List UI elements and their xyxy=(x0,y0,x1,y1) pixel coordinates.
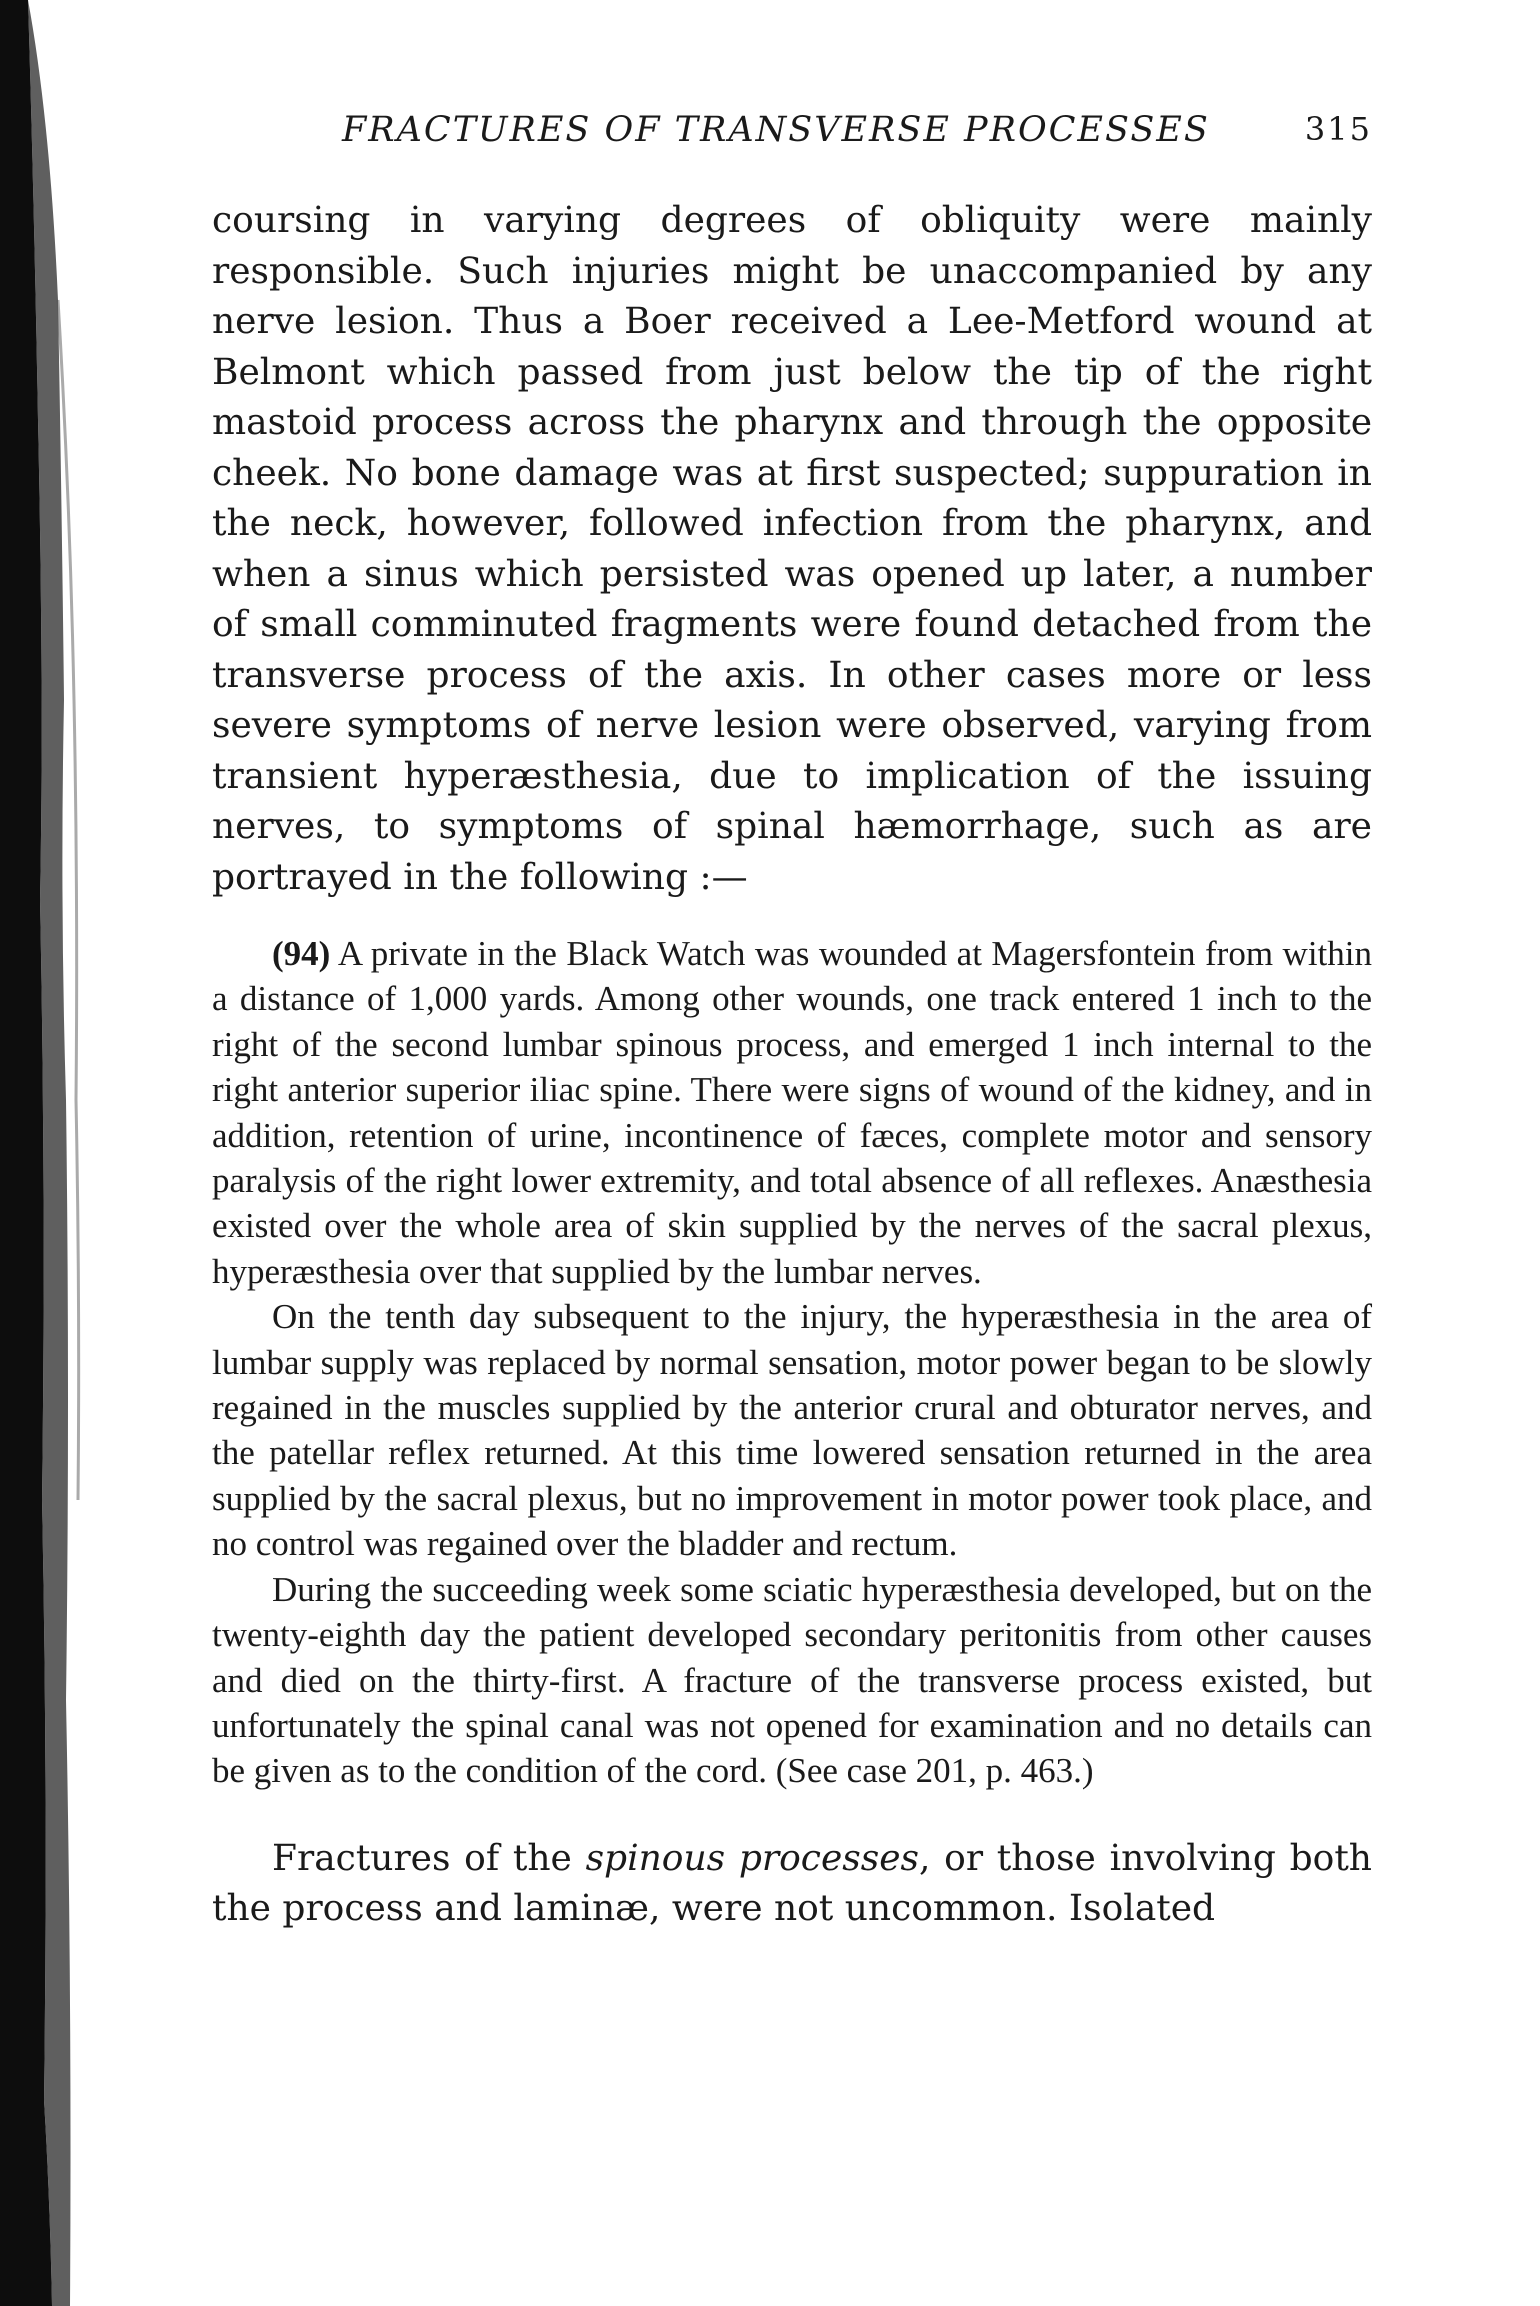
book-page xyxy=(212,110,1372,1934)
closing-rest: , or those involving both the process and laminæ, were not uncommon. Isolated xyxy=(212,1837,1372,1929)
page-header xyxy=(212,110,1372,170)
body-paragraph: coursing in varying degrees of obliquity were mainly responsible. Such injuries might be unaccompanied by any nerve lesion. Thus a Boer received a Lee-Metford wound at Belmont which passed from just below the tip of the right mastoid process across the pharynx and through the opposite cheek. No bone damage was at first suspected; suppuration in the neck, however, followed infection from the pharynx, and when a sinus which persisted was opened up later, a number of small comminuted fragments were found detached from the transverse process of the axis. In other cases more or less severe symptoms of nerve lesion were observed, varying from transient hyperæsthesia, due to implication of the issuing nerves, to symptoms of spinal hæmorrhage, such as are portrayed in the following :— xyxy=(212,200,1372,898)
case-number: (94) xyxy=(272,934,331,973)
running-title: FRACTURES OF TRANSVERSE PROCESSES xyxy=(342,110,1210,150)
page-number: 315 xyxy=(1304,110,1372,148)
case-text: A private in the Black Watch was wounded at Magersfontein from within a distance of 1,000 yards. Among other wounds, one track entered 1 inch to the right of the second lumbar spinous process, and emerged 1 inch internal to the right anterior superior iliac spine. There were signs of wound of the kidney, and in addition, retention of urine, incontinence of fæces, complete motor and sensory paralysis of the right lower extremity, and total absence of all reflexes. Anæsthesia existed over the whole area of skin supplied by the nerves of the sacral plexus, hyperæsthesia over that supplied by the lumbar nerves. xyxy=(212,934,1372,1291)
closing-paragraph xyxy=(212,1834,1372,1934)
closing-emphasis: spinous processes xyxy=(585,1837,919,1879)
closing-lead: Fractures of the xyxy=(272,1837,586,1879)
case-report-paragraph: During the succeeding week some sciatic hyperæsthesia developed, but on the twenty-eighth day the patient developed secondary peritonitis from other causes and died on the thirty-first. A fracture of the transverse process existed, but unfortunately the spinal canal was not opened for examination and no details can be given as to the condition of the cord. (See case 201, p. 463.) xyxy=(212,1569,1372,1791)
case-report-paragraph xyxy=(212,931,1372,1294)
case-report-paragraph: On the tenth day subsequent to the injury, the hyperæsthesia in the area of lumbar supply was replaced by normal sensation, motor power began to be slowly regained in the muscles supplied by the anterior crural and obturator nerves, and the patellar reflex returned. At this time lowered sensation returned in the area supplied by the sacral plexus, but no improvement in motor power took place, and no control was regained over the bladder and rectum. xyxy=(212,1297,1372,1564)
